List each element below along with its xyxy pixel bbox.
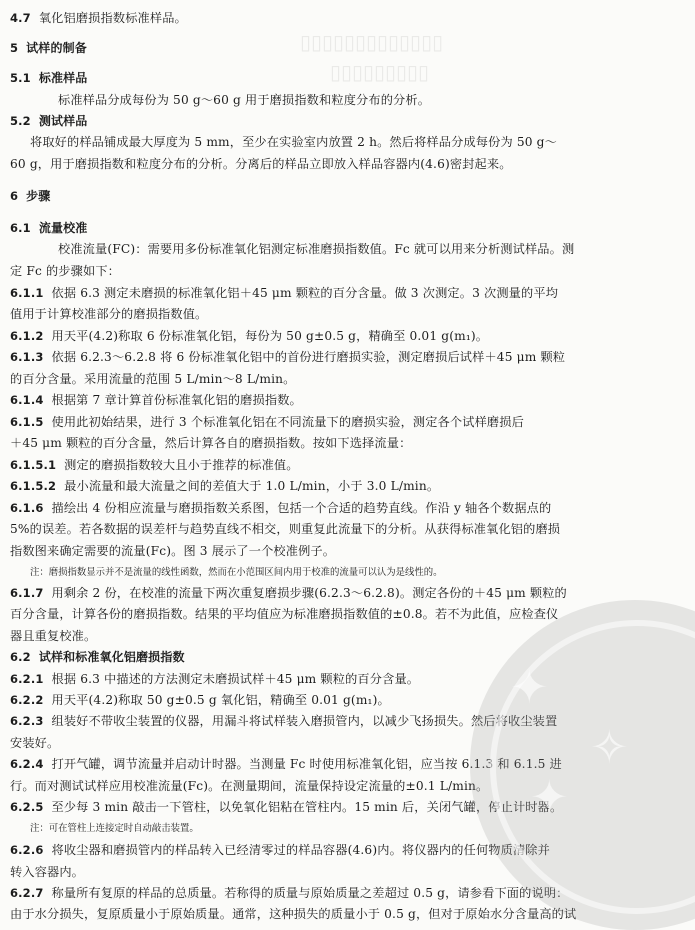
section-heading: 测试样品 (38, 114, 88, 128)
section-number: 6.1.3 (10, 350, 44, 364)
line-text: 根据 6.3 中描述的方法测定未磨损试样＋45 μm 颗粒的百分含量。 (51, 672, 420, 686)
line-text: 用剩余 2 份，在校准的流量下两次重复磨损步骤(6.2.3～6.2.8)。测定各份的＋45 μm 颗粒的 (51, 586, 567, 600)
section-line (0, 70, 695, 86)
text-line (0, 92, 695, 108)
text-line (0, 543, 695, 559)
section-line (0, 349, 695, 365)
line-text: 指数图来确定需要的流量(Fc)。图 3 展示了一个校准例子。 (10, 544, 336, 558)
line-text: ＋45 μm 颗粒的百分含量，然后计算各自的磨损指数。按如下选择流量： (10, 436, 412, 450)
stamp-glyph: ✧ (590, 720, 629, 774)
stamp-glyph: ✦ (510, 660, 549, 714)
line-text: 定 Fc 的步骤如下： (10, 264, 120, 278)
line-text: 行。而对测试试样应用校准流量(Fc)。在测量期间，流量保持设定流量的±0.1 L/min。 (10, 779, 489, 793)
section-number: 6 (10, 189, 19, 203)
text-line (0, 134, 695, 150)
section-line (0, 585, 695, 601)
section-heading: 标准样品 (38, 71, 88, 85)
section-line (0, 414, 695, 430)
line-text: 依据 6.2.3～6.2.8 将 6 份标准氧化铝中的首份进行磨损实验，测定磨损后试样＋45 μm 颗粒 (51, 350, 566, 364)
section-line (0, 113, 695, 129)
section-line (0, 188, 695, 204)
text-line (0, 263, 695, 279)
bleed-through-text: ▯▯▯▯▯▯▯▯▯▯▯▯▯ (300, 30, 444, 54)
line-text: 使用此初始结果，进行 3 个标准氧化铝在不同流量下的磨损实验，测定各个试样磨损后 (51, 415, 524, 429)
line-text: 由于水分损失，复原质量小于原始质量。通常，这种损失的质量小于 0.5 g，但对于原始水分含量高的试 (10, 907, 577, 921)
section-number: 6.1.5.1 (10, 458, 57, 472)
text-line (0, 156, 695, 172)
line-text: 将收尘器和磨损管内的样品转入已经清零过的样品容器(4.6)内。将仪器内的任何物质清除并 (51, 843, 550, 857)
section-number: 6.2.6 (10, 843, 44, 857)
section-number: 6.2.3 (10, 714, 44, 728)
section-line (0, 220, 695, 236)
line-text: 组装好不带收尘装置的仪器，用漏斗将试样装入磨损管内，以减少飞扬损失。然后将收尘装置 (51, 714, 558, 728)
section-number: 6.1 (10, 221, 31, 235)
line-text: 称量所有复原的样品的总质量。若称得的质量与原始质量之差超过 0.5 g，请参看下面的说明： (51, 886, 569, 900)
line-text: 打开气罐，调节流量并启动计时器。当测量 Fc 时使用标准氧化铝，应当按 6.1.3 和 6.1.5 进 (51, 757, 562, 771)
stamp-glyph: ✦ (530, 770, 569, 824)
line-text: 器且重复校准。 (10, 629, 97, 643)
line-text: 最小流量和最大流量之间的差值大于 1.0 L/min，小于 3.0 L/min。 (64, 479, 440, 493)
section-number: 4.7 (10, 11, 31, 25)
line-text: 百分含量，计算各份的磨损指数。结果的平均值应为标准磨损指数值的±0.8。若不为此值，应检查仪 (10, 607, 559, 621)
line-text: 转入容器内。 (10, 865, 85, 879)
text-line (0, 241, 695, 257)
line-text: 值用于计算校准部分的磨损指数值。 (10, 307, 208, 321)
line-text: 将取好的样品铺成最大厚度为 5 mm，至少在实验室内放置 2 h。然后将样品分成每份为 50 g～ (30, 135, 557, 149)
section-number: 6.2.2 (10, 693, 44, 707)
section-heading: 试样和标准氧化铝磨损指数 (38, 650, 185, 664)
section-number: 6.2.4 (10, 757, 44, 771)
line-text: 依据 6.3 测定未磨损的标准氧化铝＋45 μm 颗粒的百分含量。做 3 次测定。3 次测量的平均 (51, 286, 559, 300)
section-line (0, 328, 695, 344)
section-heading: 流量校准 (38, 221, 88, 235)
section-heading: 步骤 (26, 189, 51, 203)
section-line (0, 500, 695, 516)
section-number: 6.1.4 (10, 393, 44, 407)
line-text: 校准流量(F⁣C)：需要用多份标准氧化铝测定标准磨损指数值。Fc 就可以用来分析测试样品。测 (58, 242, 575, 256)
line-text: 用天平(4.2)称取 50 g±0.5 g 氧化铝，精确至 0.01 g(m₁)。 (51, 693, 390, 707)
line-text: 根据第 7 章计算首份标准氧化铝的磨损指数。 (51, 393, 302, 407)
section-number: 6.1.5 (10, 415, 44, 429)
section-number: 6.2.1 (10, 672, 44, 686)
line-text: 60 g，用于磨损指数和粒度分布的分析。分离后的样品立即放入样品容器内(4.6)密封起来。 (10, 157, 512, 171)
section-number: 6.1.2 (10, 329, 44, 343)
section-heading: 试样的制备 (26, 41, 87, 55)
section-number: 6.2.7 (10, 886, 44, 900)
section-line (0, 478, 695, 494)
section-number: 5 (10, 41, 19, 55)
section-line (0, 392, 695, 408)
line-text: 的百分含量。采用流量的范围 5 L/min～8 L/min。 (10, 372, 296, 386)
line-text: 至少每 3 min 敲击一下管柱，以免氧化铝粘在管柱内。15 min 后，关闭气罐，停止计时器。 (51, 800, 563, 814)
section-number: 6.1.1 (10, 286, 44, 300)
line-text: 安装好。 (10, 736, 60, 750)
line-text: 氧化铝磨损指数标准样品。 (38, 11, 187, 25)
text-line (0, 435, 695, 451)
text-line (0, 371, 695, 387)
line-text: 5%的误差。若各数据的误差杆与趋势直线不相交，则重复此流量下的分析。从获得标准氧化铝的磨损 (10, 522, 561, 536)
section-number: 6.1.7 (10, 586, 44, 600)
section-number: 6.1.5.2 (10, 479, 57, 493)
text-line (0, 306, 695, 322)
section-line (0, 40, 695, 56)
section-line (0, 285, 695, 301)
text-line (0, 521, 695, 537)
line-text: 注：可在管柱上连接定时自动敲击装置。 (30, 823, 199, 834)
line-text: 测定的磨损指数较大且小于推荐的标准值。 (64, 458, 299, 472)
section-number: 6.1.6 (10, 501, 44, 515)
section-number: 5.1 (10, 71, 31, 85)
section-number: 6.2.5 (10, 800, 44, 814)
section-number: 6.2 (10, 650, 31, 664)
section-number: 5.2 (10, 114, 31, 128)
line-text: 用天平(4.2)称取 6 份标准氧化铝，每份为 50 g±0.5 g，精确至 0.01 g(m₁)。 (51, 329, 489, 343)
line-text: 注：磨损指数显示并不是流量的线性函数，然而在小范围区间内用于校准的流量可以认为是线性的。 (30, 567, 443, 578)
section-line (0, 10, 695, 26)
note-line (0, 565, 695, 581)
bleed-through-text: ▯▯▯▯▯▯▯▯▯ (330, 60, 430, 84)
line-text: 描绘出 4 份相应流量与磨损指数关系图，包括一个合适的趋势直线。作沿 y 轴各个数据点的 (51, 501, 552, 515)
line-text: 标准样品分成每份为 50 g～60 g 用于磨损指数和粒度分布的分析。 (58, 93, 431, 107)
section-line (0, 457, 695, 473)
